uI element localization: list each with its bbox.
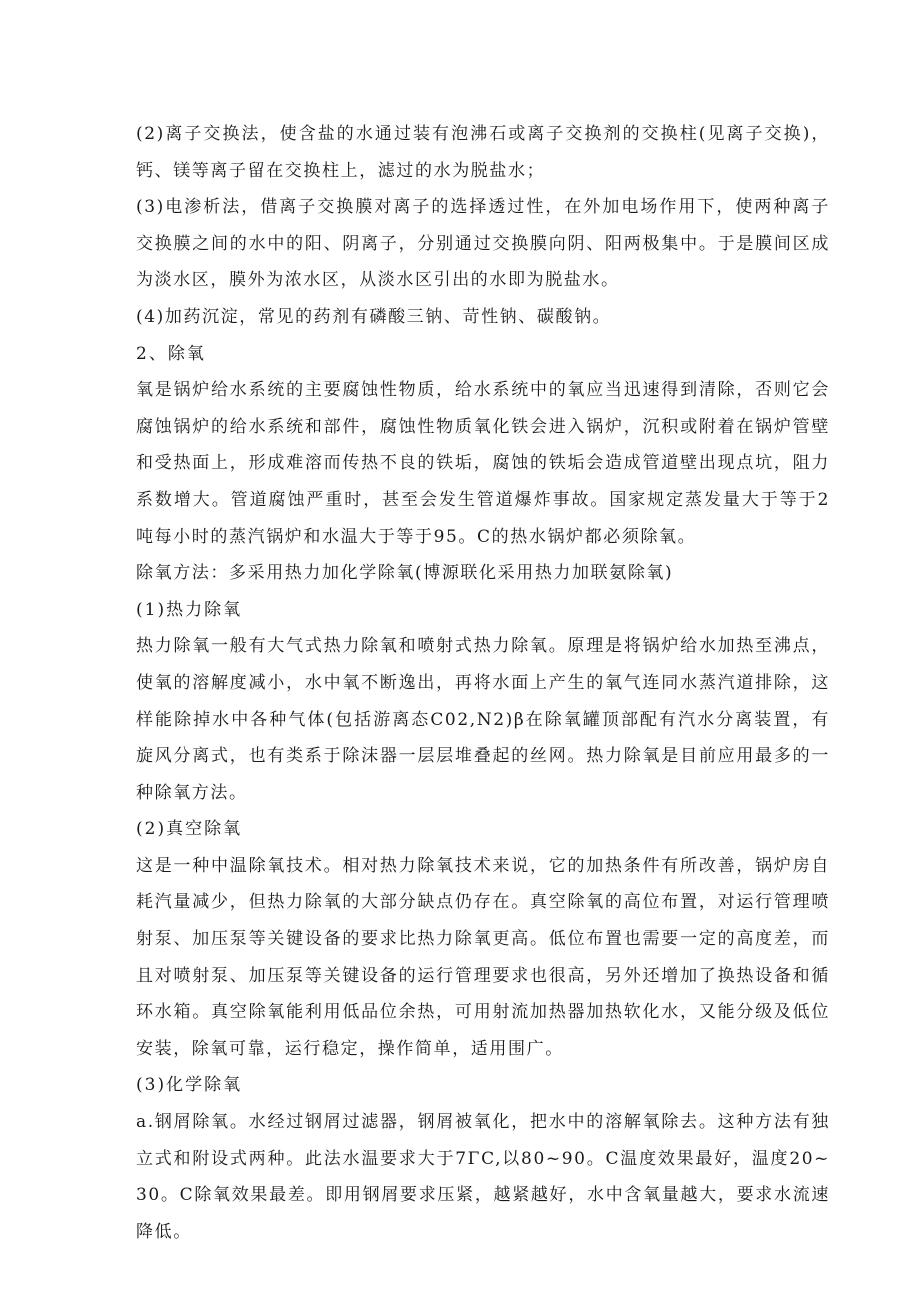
paragraph-vacuum-deoxygenation: 这是一种中温除氧技术。相对热力除氧技术来说，它的加热条件有所改善，锅炉房自耗汽量减少，但热力除氧的大部分缺点仍存在。真空除氧的高位布置，对运行管理喷射泵、加压泵等关键设备的要求比热力除氧更高。低位布置也需要一定的高度差，而且对喷射泵、加压泵等关键设备的运行管理要求也很高，另外还增加了换热设备和循环水箱。真空除氧能利用低品位余热，可用射流加热器加热软化水，又能分级及低位安装，除氧可靠，运行稳定，操作简单，适用围广。: [136, 855, 830, 1059]
paragraph-ion-exchange: (2)离子交换法，使含盐的水通过装有泡沸石或离子交换剂的交换柱(见离子交换)，钙、镁等离子留在交换柱上，滤过的水为脱盐水；: [136, 124, 830, 181]
paragraph-oxygen-corrosion: 氧是锅炉给水系统的主要腐蚀性物质，给水系统中的氧应当迅速得到清除，否则它会腐蚀锅炉的给水系统和部件，腐蚀性物质氧化铁会进入锅炉，沉积或附着在锅炉管壁和受热面上，形成难溶而传热不良的铁垢，腐蚀的铁垢会造成管道壁出现点坑，阻力系数增大。管道腐蚀严重时，甚至会发生管道爆炸事故。国家规定蒸发量大于等于2吨每小时的蒸汽锅炉和水温大于等于95。C的热水锅炉都必须除氧。: [136, 380, 830, 547]
section-heading-deoxygenation: 2、除氧: [136, 343, 206, 364]
paragraph-steel-scrap-deoxygenation: a.钢屑除氧。水经过钢屑过滤器，钢屑被氧化，把水中的溶解氧除去。这种方法有独立式和附设式两种。此法水温要求大于7ΓC,以80~90。C温度效果最好，温度20~30。C除氧效果最差。即用钢屑要求压紧，越紧越好，水中含氧量越大，要求水流速降低。: [136, 1112, 830, 1242]
paragraph-chemical-precipitation: (4)加药沉淀，常见的药剂有磷酸三钠、苛性钠、碳酸钠。: [136, 306, 612, 327]
subheading-thermal-deoxygenation: (1)热力除氧: [136, 599, 243, 620]
paragraph-electrodialysis: (3)电渗析法，借离子交换膜对离子的选择透过性，在外加电场作用下，使两种离子交换膜之间的水中的阳、阴离子，分别通过交换膜向阴、阳两极集中。于是膜间区成为淡水区，膜外为浓水区，从淡水区引出的水即为脱盐水。: [136, 197, 830, 291]
paragraph-deoxygenation-methods: 除氧方法：多采用热力加化学除氧(博源联化采用热力加联氨除氧): [136, 563, 674, 584]
subheading-vacuum-deoxygenation: (2)真空除氧: [136, 819, 243, 840]
paragraph-thermal-deoxygenation: 热力除氧一般有大气式热力除氧和喷射式热力除氧。原理是将锅炉给水加热至沸点，使氧的溶解度减小，水中氧不断逸出，再将水面上产生的氧气连同水蒸汽道排除，这样能除掉水中各种气体(包括游离态C02,N2)β在除氧罐顶部配有汽水分离装置，有旋风分离式，也有类系于除沫器一层层堆叠起的丝网。热力除氧是目前应用最多的一种除氧方法。: [136, 636, 830, 803]
subheading-chemical-deoxygenation: (3)化学除氧: [136, 1075, 243, 1096]
